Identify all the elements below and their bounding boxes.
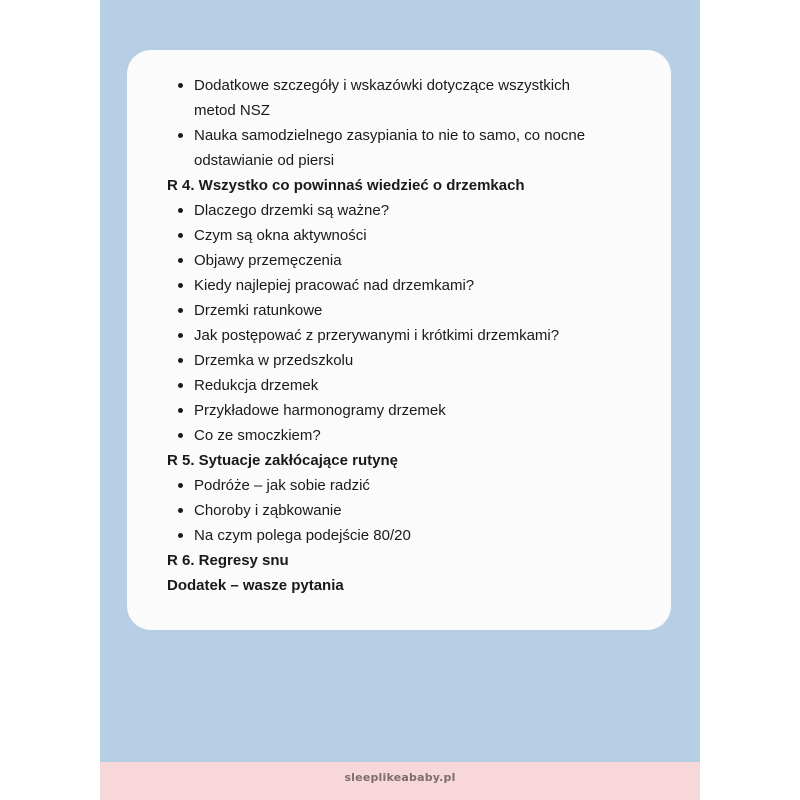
- list-item: Kiedy najlepiej pracować nad drzemkami?: [167, 273, 657, 298]
- list-item: Redukcja drzemek: [167, 373, 657, 398]
- bullet-icon: [178, 83, 183, 88]
- bullet-icon: [178, 333, 183, 338]
- bullet-icon: [178, 433, 183, 438]
- bullet-icon: [178, 508, 183, 513]
- list-item: Przykładowe harmonogramy drzemek: [167, 398, 657, 423]
- bullet-icon: [178, 233, 183, 238]
- table-of-contents: [167, 73, 657, 598]
- list-item: Dodatkowe szczegóły i wskazówki dotyczące wszystkich metod NSZ: [167, 73, 604, 123]
- list-item: Drzemki ratunkowe: [167, 298, 657, 323]
- section-heading: R 6. Regresy snu: [167, 552, 289, 569]
- bullet-icon: [178, 358, 183, 363]
- section-continued: [167, 73, 657, 173]
- bullet-icon: [178, 383, 183, 388]
- list-item: Jak postępować z przerywanymi i krótkimi drzemkami?: [167, 323, 657, 348]
- list-item: Objawy przemęczenia: [167, 248, 657, 273]
- list-item: Drzemka w przedszkolu: [167, 348, 657, 373]
- list-item: Na czym polega podejście 80/20: [167, 523, 657, 548]
- section-r4: [167, 173, 657, 448]
- list-item: Czym są okna aktywności: [167, 223, 657, 248]
- bullet-icon: [178, 208, 183, 213]
- bullet-icon: [178, 133, 183, 138]
- section-heading: Dodatek – wasze pytania: [167, 577, 344, 594]
- section-r6: [167, 548, 657, 573]
- section-r5: [167, 448, 657, 548]
- bullet-icon: [178, 308, 183, 313]
- bullet-icon: [178, 258, 183, 263]
- list-item: Podróże – jak sobie radzić: [167, 473, 657, 498]
- list-item: Dlaczego drzemki są ważne?: [167, 198, 657, 223]
- bullet-icon: [178, 283, 183, 288]
- bullet-icon: [178, 533, 183, 538]
- section-appendix: [167, 573, 657, 598]
- list-item: Choroby i ząbkowanie: [167, 498, 657, 523]
- content-card: [127, 50, 671, 630]
- footer-website: sleeplikeababy.pl: [100, 762, 700, 800]
- bullet-icon: [178, 483, 183, 488]
- page: [100, 0, 700, 800]
- list-item: Co ze smoczkiem?: [167, 423, 657, 448]
- section-heading: R 4. Wszystko co powinnaś wiedzieć o drzemkach: [167, 177, 525, 194]
- section-heading: R 5. Sytuacje zakłócające rutynę: [167, 452, 398, 469]
- bullet-icon: [178, 408, 183, 413]
- list-item: Nauka samodzielnego zasypiania to nie to samo, co nocne odstawianie od piersi: [167, 123, 614, 173]
